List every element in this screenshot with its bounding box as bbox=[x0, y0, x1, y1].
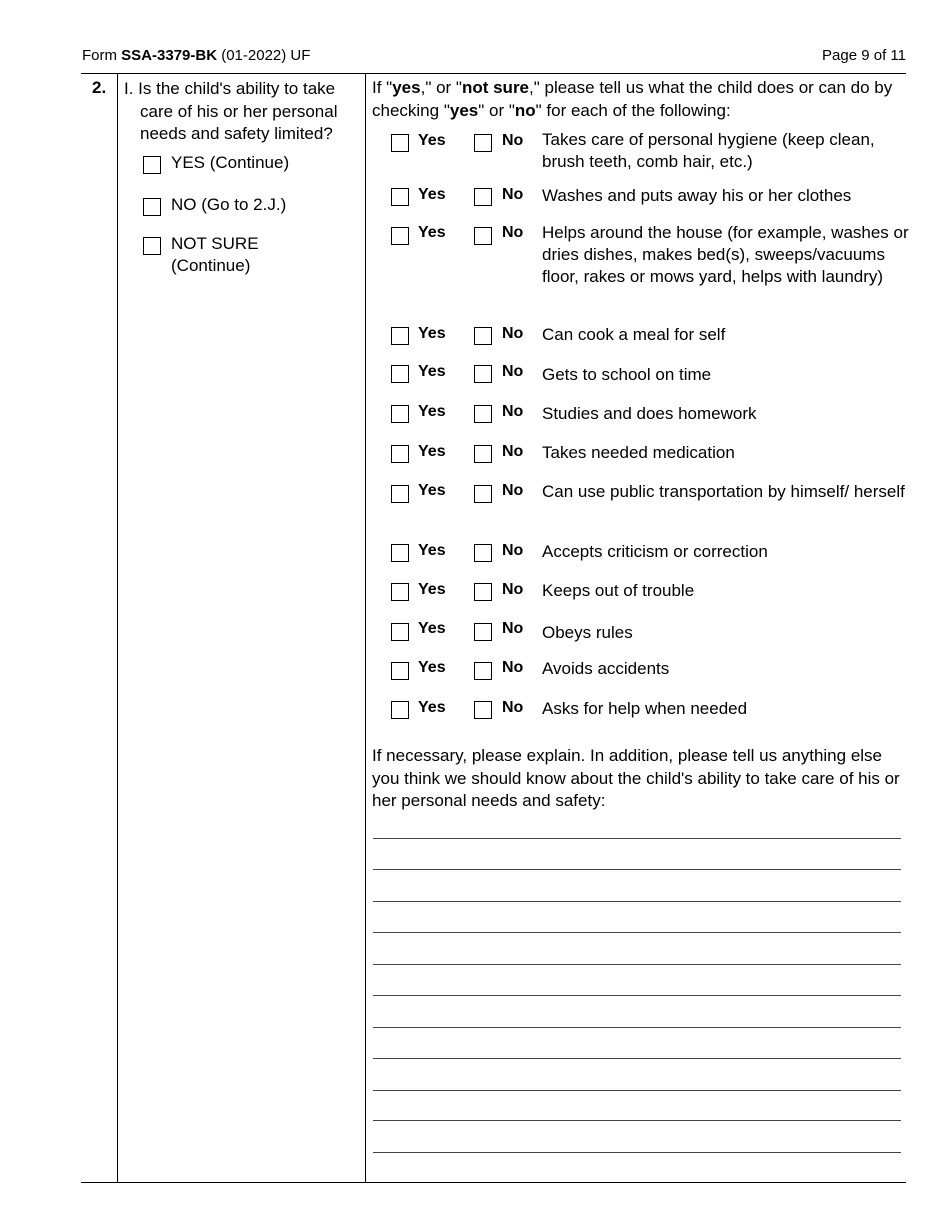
no-label: No bbox=[502, 132, 524, 149]
no-label: No bbox=[502, 443, 524, 460]
no-checkbox[interactable] bbox=[474, 405, 492, 423]
yes-label: Yes bbox=[418, 542, 446, 559]
no-checkbox[interactable] bbox=[474, 134, 492, 152]
yes-label: Yes bbox=[418, 186, 446, 203]
writing-line bbox=[373, 838, 901, 839]
no-checkbox[interactable] bbox=[474, 365, 492, 383]
no-label: No bbox=[502, 659, 524, 676]
yes-label: Yes bbox=[418, 224, 446, 241]
no-label: No bbox=[502, 581, 524, 598]
writing-line bbox=[373, 932, 901, 933]
no-checkbox[interactable] bbox=[474, 662, 492, 680]
no-label: No bbox=[502, 620, 524, 637]
item-description: Takes needed medication bbox=[542, 443, 735, 462]
yes-label: Yes bbox=[418, 132, 446, 149]
yes-checkbox[interactable] bbox=[391, 701, 409, 719]
item-description: Washes and puts away his or her clothes bbox=[542, 186, 852, 205]
yes-label: Yes bbox=[418, 363, 446, 380]
no-label: No bbox=[502, 482, 524, 499]
no-label: No bbox=[502, 403, 524, 420]
explanation-prompt: If necessary, please explain. In addition, please tell us anything else you think we should know about the child's ability to take care of his or her personal needs and safety: bbox=[372, 746, 900, 810]
yes-checkbox[interactable] bbox=[391, 623, 409, 641]
item-description: Takes care of personal hygiene (keep clean, brush teeth, comb hair, etc.) bbox=[542, 130, 875, 171]
no-label: No bbox=[502, 186, 524, 203]
question-number: 2. bbox=[92, 78, 107, 97]
no-label: No bbox=[502, 699, 524, 716]
item-description: Avoids accidents bbox=[542, 659, 670, 678]
bottom-rule bbox=[81, 1182, 906, 1183]
yes-checkbox[interactable] bbox=[391, 188, 409, 206]
yes-checkbox[interactable] bbox=[391, 227, 409, 245]
no-checkbox[interactable] bbox=[474, 188, 492, 206]
item-description: Gets to school on time bbox=[542, 365, 712, 384]
writing-line bbox=[373, 1090, 901, 1091]
writing-line bbox=[373, 1120, 901, 1121]
yes-label: Yes bbox=[418, 403, 446, 420]
writing-line bbox=[373, 1152, 901, 1153]
not-sure-continue-label: NOT SURE (Continue) bbox=[171, 234, 259, 275]
writing-line bbox=[373, 964, 901, 965]
no-label: No bbox=[502, 363, 524, 380]
no-checkbox[interactable] bbox=[474, 327, 492, 345]
no-checkbox[interactable] bbox=[474, 485, 492, 503]
number-column-divider bbox=[117, 73, 118, 1183]
writing-line bbox=[373, 901, 901, 902]
yes-continue-label: YES (Continue) bbox=[171, 153, 290, 172]
page-number: Page 9 of 11 bbox=[822, 47, 906, 64]
yes-checkbox[interactable] bbox=[391, 544, 409, 562]
item-description: Asks for help when needed bbox=[542, 699, 748, 718]
no-checkbox[interactable] bbox=[474, 623, 492, 641]
writing-line bbox=[373, 869, 901, 870]
yes-checkbox[interactable] bbox=[391, 405, 409, 423]
yes-checkbox[interactable] bbox=[391, 327, 409, 345]
item-description: Helps around the house (for example, washes or dries dishes, makes bed(s), sweeps/vacuums floor, rakes or mows yard, helps with laundry) bbox=[542, 223, 909, 286]
item-description: Can use public transportation by himself/ herself bbox=[542, 482, 905, 501]
writing-line bbox=[373, 1027, 901, 1028]
yes-checkbox[interactable] bbox=[391, 485, 409, 503]
writing-line bbox=[373, 995, 901, 996]
no-checkbox[interactable] bbox=[474, 583, 492, 601]
no-checkbox[interactable] bbox=[474, 544, 492, 562]
question-text: I. Is the child's ability to take care of his or her personal needs and safety limited? bbox=[124, 79, 338, 143]
yes-checkbox[interactable] bbox=[391, 583, 409, 601]
form-id: Form SSA-3379-BK (01-2022) UF bbox=[82, 47, 311, 64]
yes-checkbox[interactable] bbox=[391, 365, 409, 383]
item-description: Keeps out of trouble bbox=[542, 581, 695, 600]
item-description: Studies and does homework bbox=[542, 404, 757, 423]
yes-label: Yes bbox=[418, 443, 446, 460]
yes-label: Yes bbox=[418, 699, 446, 716]
no-label: No bbox=[502, 325, 524, 342]
not-sure-continue-checkbox[interactable] bbox=[143, 237, 161, 255]
writing-line bbox=[373, 1058, 901, 1059]
yes-label: Yes bbox=[418, 325, 446, 342]
item-description: Accepts criticism or correction bbox=[542, 542, 768, 561]
yes-continue-checkbox[interactable] bbox=[143, 156, 161, 174]
instructions: If "yes," or "not sure," please tell us what the child does or can do by checking "yes" or "no" for each of the following: bbox=[372, 78, 893, 120]
no-go-to-2j-checkbox[interactable] bbox=[143, 198, 161, 216]
question-column-divider bbox=[365, 73, 366, 1183]
top-rule bbox=[81, 73, 906, 74]
item-description: Obeys rules bbox=[542, 623, 633, 642]
yes-label: Yes bbox=[418, 581, 446, 598]
yes-checkbox[interactable] bbox=[391, 662, 409, 680]
yes-label: Yes bbox=[418, 620, 446, 637]
yes-checkbox[interactable] bbox=[391, 134, 409, 152]
yes-label: Yes bbox=[418, 659, 446, 676]
no-checkbox[interactable] bbox=[474, 445, 492, 463]
no-label: No bbox=[502, 224, 524, 241]
yes-checkbox[interactable] bbox=[391, 445, 409, 463]
no-checkbox[interactable] bbox=[474, 227, 492, 245]
item-description: Can cook a meal for self bbox=[542, 325, 726, 344]
no-go-to-2j-label: NO (Go to 2.J.) bbox=[171, 195, 287, 214]
no-checkbox[interactable] bbox=[474, 701, 492, 719]
no-label: No bbox=[502, 542, 524, 559]
yes-label: Yes bbox=[418, 482, 446, 499]
